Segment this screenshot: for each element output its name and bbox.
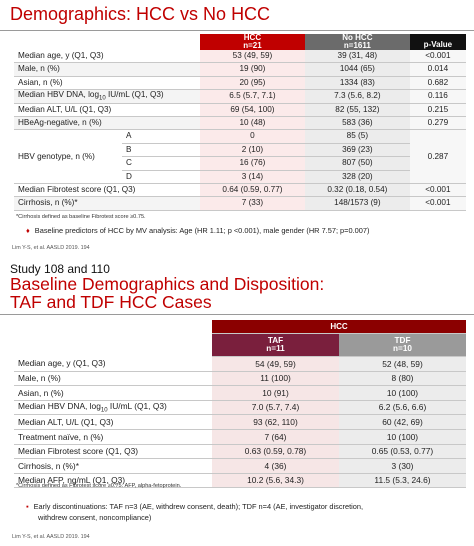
label-subscript: 10 xyxy=(100,407,108,414)
label-text: Median HBV DNA, log xyxy=(18,400,101,411)
bullet-diamond-icon: ♦ xyxy=(26,226,30,235)
cell-hcc: 19 (90) xyxy=(200,63,305,76)
row-label: Median Fibrotest score (Q1, Q3) xyxy=(14,183,200,196)
cell-p: 0.215 xyxy=(410,103,466,116)
header-no-hcc-label: No HCC xyxy=(342,33,373,42)
header-tdf-n: n=10 xyxy=(393,344,412,354)
header-tdf-label: TDF xyxy=(394,335,411,345)
genotype-label: HBV genotype, n (%) xyxy=(14,130,122,184)
table-row xyxy=(14,116,466,129)
slide-taf-tdf-hcc xyxy=(0,258,474,546)
table-row xyxy=(14,183,466,196)
row-label: Asian, n (%) xyxy=(14,386,212,401)
cell-tdf: 10 (100) xyxy=(339,430,466,445)
header-spacer xyxy=(14,34,122,50)
label-text: IU/mL (Q1, Q3) xyxy=(107,400,167,411)
table-row xyxy=(14,76,466,89)
table-row-genotype xyxy=(14,130,466,143)
table-row xyxy=(14,459,466,474)
cell-hcc: 20 (95) xyxy=(200,76,305,89)
cell-p: 0.116 xyxy=(410,90,466,103)
slide2-bullet-line1 xyxy=(26,502,363,511)
cell-taf: 10.2 (5.6, 34.3) xyxy=(212,473,339,488)
table-row xyxy=(14,357,466,372)
cell-hcc: 16 (76) xyxy=(200,157,305,170)
table-row xyxy=(14,444,466,459)
header-hcc-n: n=21 xyxy=(243,41,262,50)
cell-no-hcc: 7.3 (5.6, 8.2) xyxy=(305,90,410,103)
cell-hcc: 0 xyxy=(200,130,305,143)
cell-no-hcc: 85 (5) xyxy=(305,130,410,143)
row-label: Median age, y (Q1, Q3) xyxy=(14,357,212,372)
row-label: Median Fibrotest score (Q1, Q3) xyxy=(14,444,212,459)
demographics-table xyxy=(14,34,466,211)
row-label: Median ALT, U/L (Q1, Q3) xyxy=(14,103,200,116)
cell-no-hcc: 82 (55, 132) xyxy=(305,103,410,116)
cell-no-hcc: 369 (23) xyxy=(305,143,410,156)
hcc-cases-table xyxy=(14,320,466,488)
header-taf xyxy=(212,334,339,357)
slide1-citation: Lim Y-S, et al. AASLD 2019. 194 xyxy=(12,245,90,251)
cell-no-hcc: 1044 (65) xyxy=(305,63,410,76)
slide1-footnote: *Cirrhosis defined as baseline Fibrotest score ≥0.75. xyxy=(16,214,146,220)
cell-hcc: 2 (10) xyxy=(200,143,305,156)
cell-taf: 7 (64) xyxy=(212,430,339,445)
cell-taf: 4 (36) xyxy=(212,459,339,474)
row-label: Male, n (%) xyxy=(14,371,212,386)
cell-taf: 7.0 (5.7, 7.4) xyxy=(212,400,339,415)
header-no-hcc xyxy=(305,34,410,50)
header-taf-n: n=11 xyxy=(266,344,285,354)
study-label: Study 108 and 110 xyxy=(10,262,110,276)
row-label: Asian, n (%) xyxy=(14,76,200,89)
table-header-row xyxy=(14,34,466,50)
cell-no-hcc: 583 (36) xyxy=(305,116,410,129)
cell-taf: 0.63 (0.59, 0.78) xyxy=(212,444,339,459)
genotype-letter: B xyxy=(122,143,200,156)
cell-tdf: 8 (80) xyxy=(339,371,466,386)
row-label: Male, n (%) xyxy=(14,63,200,76)
slide2-title-line2: TAF and TDF HCC Cases xyxy=(10,292,212,312)
cell-hcc: 3 (14) xyxy=(200,170,305,183)
cell-no-hcc: 328 (20) xyxy=(305,170,410,183)
cell-hcc: 7 (33) xyxy=(200,197,305,210)
row-label: Treatment naïve, n (%) xyxy=(14,430,212,445)
row-label xyxy=(14,90,200,103)
cell-p: <0.001 xyxy=(410,197,466,210)
cell-tdf: 11.5 (5.3, 24.6) xyxy=(339,473,466,488)
genotype-letter: C xyxy=(122,157,200,170)
table-header-row xyxy=(14,334,466,357)
table-row xyxy=(14,400,466,415)
cell-p: 0.014 xyxy=(410,63,466,76)
row-label xyxy=(14,400,212,415)
cell-hcc: 6.5 (5.7, 7.1) xyxy=(200,90,305,103)
table-row xyxy=(14,371,466,386)
row-label: HBeAg-negative, n (%) xyxy=(14,116,200,129)
cell-tdf: 52 (48, 59) xyxy=(339,357,466,372)
row-label: Median age, y (Q1, Q3) xyxy=(14,50,200,63)
header-taf-label: TAF xyxy=(267,335,284,345)
cell-taf: 10 (91) xyxy=(212,386,339,401)
table-row xyxy=(14,50,466,63)
bullet-text: Baseline predictors of HCC by MV analysis: Age (HR 1.11; p <0.001), male gender (HR 7.57; p=0.007) xyxy=(34,226,370,235)
slide2-title-line1: Baseline Demographics and Disposition: xyxy=(10,274,325,294)
cell-no-hcc: 39 (31, 48) xyxy=(305,50,410,63)
cell-tdf: 10 (100) xyxy=(339,386,466,401)
header-hcc-label: HCC xyxy=(243,33,262,42)
header-hcc-group: HCC xyxy=(212,320,466,334)
slide1-title: Demographics: HCC vs No HCC xyxy=(10,4,271,24)
cell-hcc: 10 (48) xyxy=(200,116,305,129)
row-label: Cirrhosis, n (%)* xyxy=(14,197,200,210)
slide1-bullet xyxy=(26,226,369,235)
cell-p: 0.279 xyxy=(410,116,466,129)
cell-tdf: 3 (30) xyxy=(339,459,466,474)
row-label: Median ALT, U/L (Q1, Q3) xyxy=(14,415,212,430)
table-group-header-row xyxy=(14,320,466,334)
table-row xyxy=(14,63,466,76)
genotype-letter: A xyxy=(122,130,200,143)
row-label: Median AFP, ng/mL (Q1, Q3) xyxy=(14,473,212,488)
bullet-square-icon: ▪ xyxy=(26,502,29,511)
cell-tdf: 0.65 (0.53, 0.77) xyxy=(339,444,466,459)
cell-no-hcc: 0.32 (0.18, 0.54) xyxy=(305,183,410,196)
table-row xyxy=(14,103,466,116)
cell-p: <0.001 xyxy=(410,50,466,63)
header-hcc xyxy=(200,34,305,50)
cell-tdf: 60 (42, 69) xyxy=(339,415,466,430)
genotype-p: 0.287 xyxy=(410,130,466,184)
slide2-citation: Lim Y-S, et al. AASLD 2019. 194 xyxy=(12,534,90,540)
header-tdf xyxy=(339,334,466,357)
cell-tdf: 6.2 (5.6, 6.6) xyxy=(339,400,466,415)
header-p-value: p-Value xyxy=(410,34,466,50)
cell-hcc: 53 (49, 59) xyxy=(200,50,305,63)
table-row xyxy=(14,430,466,445)
table-row xyxy=(14,197,466,210)
label-text: Median HBV DNA, log xyxy=(18,90,99,100)
cell-no-hcc: 1334 (83) xyxy=(305,76,410,89)
cell-taf: 93 (62, 110) xyxy=(212,415,339,430)
title-divider xyxy=(0,30,474,31)
header-no-hcc-n: n=1611 xyxy=(343,41,371,50)
cell-taf: 11 (100) xyxy=(212,371,339,386)
bullet-text: Early discontinuations: TAF n=3 (AE, withdrew consent, death); TDF n=4 (AE, investigator discretion, xyxy=(33,502,364,511)
cell-p: <0.001 xyxy=(410,183,466,196)
table-row xyxy=(14,90,466,103)
table-row xyxy=(14,386,466,401)
label-text: IU/mL (Q1, Q3) xyxy=(105,90,164,100)
cell-no-hcc: 807 (50) xyxy=(305,157,410,170)
table-row xyxy=(14,415,466,430)
header-spacer xyxy=(14,334,212,357)
cell-hcc: 69 (54, 100) xyxy=(200,103,305,116)
cell-taf: 54 (49, 59) xyxy=(212,357,339,372)
title-divider xyxy=(0,314,474,315)
label-subscript: 10 xyxy=(99,95,106,102)
header-spacer xyxy=(122,34,200,50)
cell-no-hcc: 148/1573 (9) xyxy=(305,197,410,210)
genotype-letter: D xyxy=(122,170,200,183)
slide-hcc-vs-no-hcc xyxy=(0,0,474,258)
slide2-footnote: *Cirrhosis defined as Fibrotest score ≥0.75. AFP, alpha-fetoprotein. xyxy=(16,483,182,489)
cell-hcc: 0.64 (0.59, 0.77) xyxy=(200,183,305,196)
slide2-bullet-line2: withdrew consent, noncompliance) xyxy=(38,513,152,522)
row-label: Cirrhosis, n (%)* xyxy=(14,459,212,474)
cell-p: 0.682 xyxy=(410,76,466,89)
header-spacer xyxy=(14,320,212,334)
